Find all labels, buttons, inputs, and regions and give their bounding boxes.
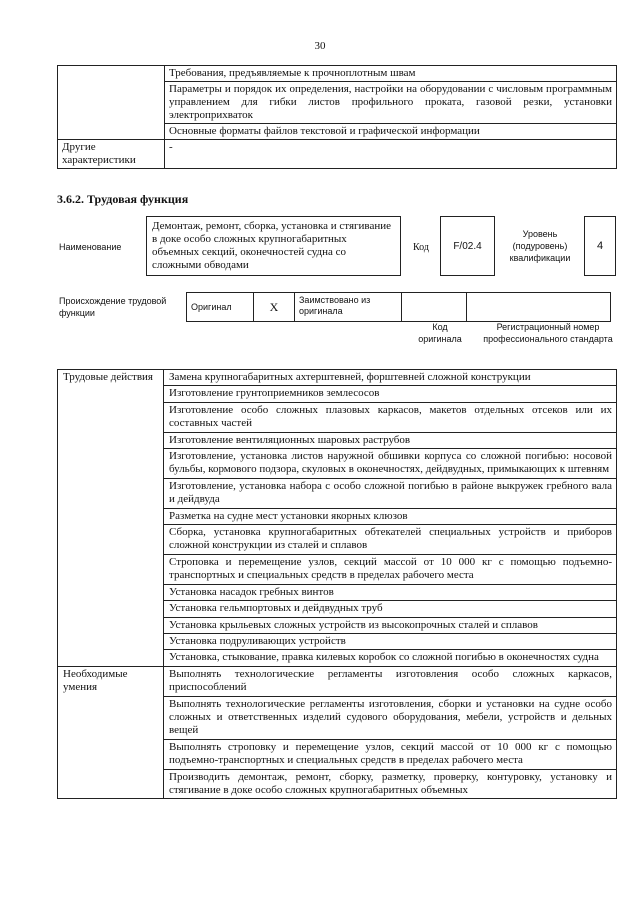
table-cell: Установка подруливающих устройств [164,633,617,649]
code-original-note: Код оригинала [418,322,462,344]
labor-actions-label: Трудовые действия [58,370,164,667]
reg-number-cell [467,293,611,322]
table-cell: Установка гельмпортовых и дейдвудных труб [164,601,617,617]
continuation-table [57,65,617,169]
level-value: 4 [584,216,616,276]
empty-label-cell [58,66,165,140]
table-cell: Разметка на судне мест установки якорных клюзов [164,508,617,524]
section-title: 3.6.2. Трудовая функция [57,192,189,206]
table-cell: Установка крыльевых сложных устройств из высокопрочных сталей и сплавов [164,617,617,633]
code-value: F/02.4 [440,216,495,276]
code-original-cell [402,293,467,322]
table-cell: Основные форматы файлов текстовой и графической информации [165,124,617,140]
table-cell: Производить демонтаж, ремонт, сборку, разметку, проверку, контуровку, установку и стягивание в доке особо сложных крупногабаритных объемных [164,769,617,799]
table-cell: Установка, стыкование, правка килевых коробок со сложной погибью в оконечностях судна [164,650,617,666]
table-cell: Требования, предъявляемые к прочноплотным швам [165,66,617,82]
code-label: Код [413,242,429,253]
table-cell: Сборка, установка крупногабаритных обтекателей специальных устройств и приборов сложной конструкции из сталей и сплавов [164,525,617,555]
name-label: Наименование [59,242,122,252]
table-cell: Изготовление, установка листов наружной обшивки корпуса со сложной погибью: носовой бульбы, кормового подзора, скуловых в оконечностях, дейдвудных, примыкающих к штевням [164,449,617,479]
table-cell: Замена крупногабаритных ахтерштевней, форштевней сложной конструкции [164,370,617,386]
table-cell: Строповка и перемещение узлов, секций массой от 10 000 кг с помощью подъемно-транспортных и специальных средств в пределах рабочего места [164,554,617,584]
table-cell: Изготовление, установка набора с особо сложной погибью в районе выкружек гребного вала и дейдвуда [164,478,617,508]
page-number: 30 [314,40,326,52]
origin-table [186,292,611,322]
table-row [58,666,617,696]
table-cell: Выполнять строповку и перемещение узлов, секций массой от 10 000 кг с помощью подъемно-транспортных и специальных средств в пределах рабочего места [164,739,617,769]
table-cell: Изготовление вентиляционных шаровых раструбов [164,432,617,448]
level-label: Уровень (подуровень) квалификации [509,229,571,263]
borrowed-label: Заимствовано из оригинала [295,293,402,322]
table-cell: Изготовление особо сложных плазовых каркасов, макетов отдельных отсеков или их составных частей [164,402,617,432]
function-table [57,369,617,799]
reg-number-note: Регистрационный номер профессионального стандарта [483,322,613,344]
other-characteristics-label: Другие характеристики [58,140,165,169]
skills-label: Необходимые умения [58,666,164,799]
table-cell: Выполнять технологические регламенты изготовления особо сложных каркасов, приспособлений [164,666,617,696]
table-cell: Установка насадок гребных винтов [164,584,617,600]
original-mark: X [254,293,295,322]
original-label: Оригинал [187,293,254,322]
table-cell: Выполнять технологические регламенты изготовления, сборки и установки на судне особо сложных и ответственных изделий судового оборудования, мебели, устройств и дельных вещей [164,696,617,739]
table-cell: Параметры и порядок их определения, настройки на оборудовании с числовым программным управлением для гибки листов профильного проката, газовой резки, установки электроприхваток [165,82,617,124]
other-characteristics-value: - [165,140,617,169]
origin-label: Происхождение трудовой функции [59,296,167,318]
function-name-value: Демонтаж, ремонт, сборка, установка и стягивание в доке особо сложных крупногабаритных объемных секций, оконечностей судна со сложными обводами [146,216,401,276]
table-row [58,370,617,386]
table-cell: Изготовление грунтоприемников землесосов [164,386,617,402]
